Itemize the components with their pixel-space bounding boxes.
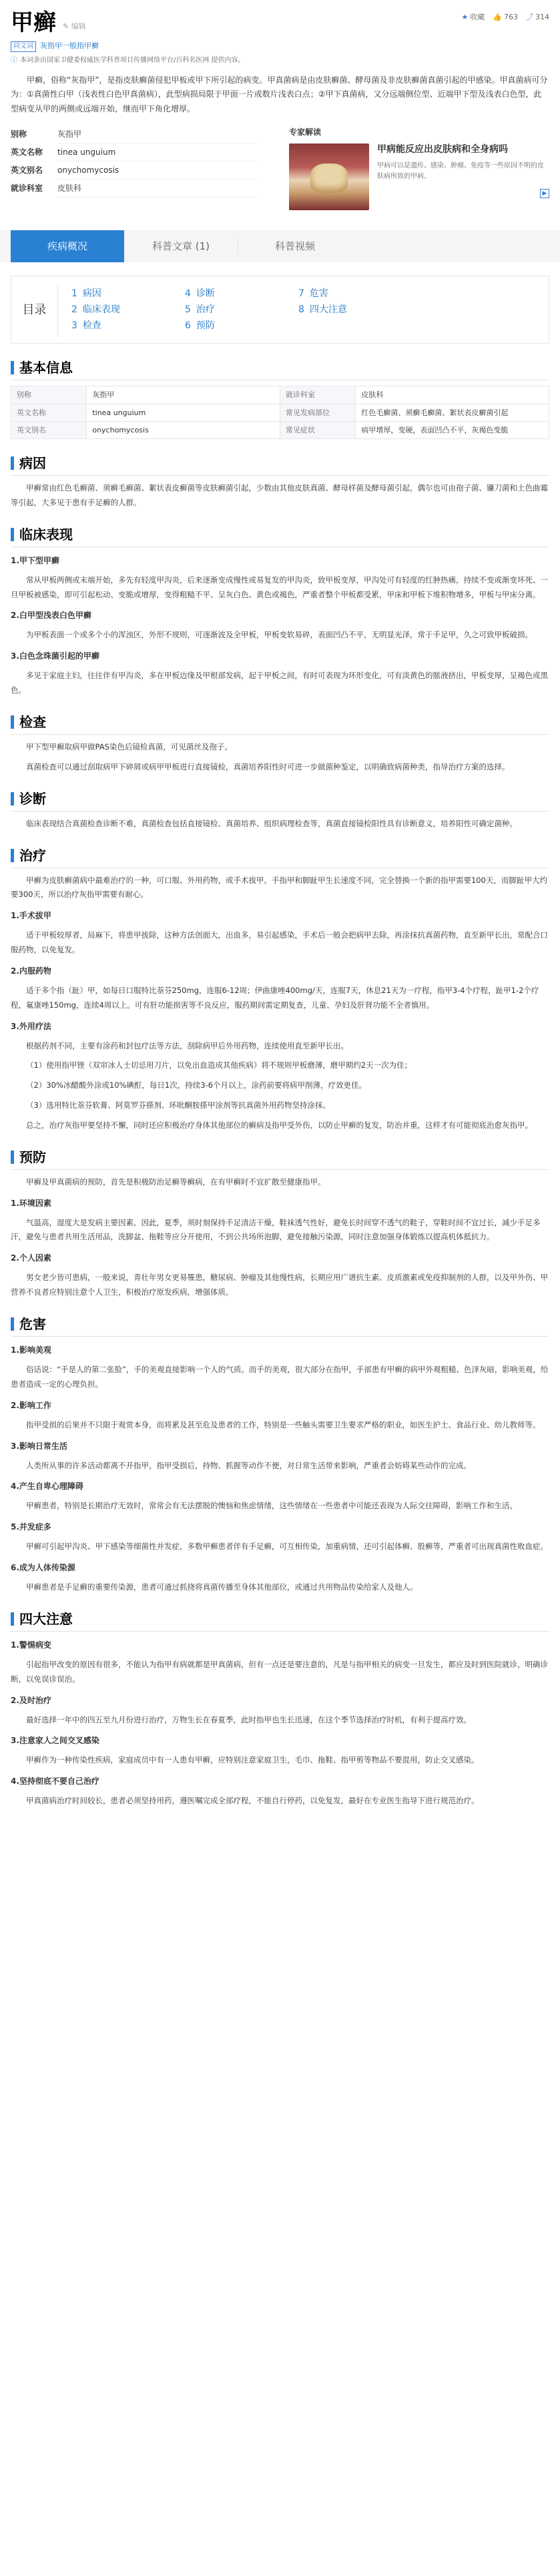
subheading: 4.产生自卑心理障碍 bbox=[11, 1482, 83, 1492]
tab-overview[interactable]: 疾病概况 bbox=[11, 230, 124, 262]
section-header bbox=[11, 525, 549, 547]
subheading: 1.手术拔甲 bbox=[11, 911, 51, 921]
paragraph: 总之，治疗灰指甲要坚持不懈，同时还应积极治疗身体其他部位的癣病及指甲受外伤，以防止甲癣的复发，防治并重，这样才有可能彻底治愈灰指甲。 bbox=[26, 1120, 533, 1130]
subheading: 1.警惕病变 bbox=[11, 1640, 51, 1650]
paragraph: 气温高，湿度大是发病主要因素。因此，夏季，须时刻保持手足清洁干燥，鞋袜透气性好，避免长时间穿不透气的鞋子，穿鞋时间不宜过长，减少手足多汗，避免与患者共用生活用品，洗脚盆、拖鞋等应分开使用，不到公共场所泡脚，避免接触污染源，同时注意加强身体锻炼以提高机体抵抗力。 bbox=[11, 1217, 541, 1242]
paragraph: 适于甲板较厚者，局麻下，将患甲拔除，这种方法创面大，出血多，易引起感染，手术后一般会把病甲去除，再涂抹抗真菌药物，直至新甲长出，常配合口服药物，以免复发。 bbox=[11, 930, 548, 955]
like-button[interactable] bbox=[493, 11, 518, 23]
subheading: 6.成为人体传染源 bbox=[11, 1563, 75, 1573]
table-row bbox=[11, 421, 549, 438]
thumb-up-icon: 👍 bbox=[493, 13, 502, 21]
section-cause bbox=[11, 454, 549, 511]
paragraph: 常从甲板两侧或末端开始，多先有轻度甲沟炎，后来逐渐变成慢性或易复发的甲沟炎，致甲板变厚，甲沟处可有轻度的红肿热痛，持续不变或渐变坏死、一旦甲板被感染，即可引起松动、变脆或增厚，变得粗糙不平、呈灰白色、黄色或褐色，严重者整个甲板都受累，甲床和甲板下堆积物增多，甲板与甲床分离。 bbox=[11, 575, 548, 599]
paragraph: 男女老少皆可患病，一般来说，青壮年男女更易罹患，糖尿病、肿瘤及其他慢性病，长期应用广谱抗生素、皮质激素或免疫抑制剂的人群，以及甲外伤、甲营养不良者应特别注意个人卫生，积极治疗原发疾病，增强体质。 bbox=[11, 1273, 548, 1297]
table-cell: 就诊科室 bbox=[280, 386, 356, 404]
subheading: 3.影响日常生活 bbox=[11, 1441, 67, 1451]
subheading: 2.白甲型浅表白色甲癣 bbox=[11, 611, 91, 621]
page-title: 甲癣 bbox=[11, 9, 56, 36]
subheading: 3.白色念珠菌引起的甲癣 bbox=[11, 651, 99, 661]
synonym-link[interactable]: 灰指甲一般指甲癣 bbox=[40, 41, 99, 50]
section-header bbox=[11, 846, 549, 868]
toc-item[interactable]: 2 临床表现 bbox=[71, 304, 120, 316]
table-row bbox=[11, 404, 549, 421]
table-cell: 常见症状 bbox=[280, 421, 356, 438]
header bbox=[11, 0, 549, 67]
synonym-tag: 同义词 bbox=[11, 41, 36, 52]
summary-area bbox=[11, 125, 549, 210]
expert-card-title: 甲病能反应出皮肤病和全身病吗 bbox=[377, 144, 508, 155]
section-title: 四大注意 bbox=[19, 1610, 73, 1627]
section-title: 诊断 bbox=[19, 790, 46, 807]
section-header bbox=[11, 1315, 549, 1337]
table-cell: 别称 bbox=[11, 386, 87, 404]
basic-row bbox=[11, 125, 262, 143]
toc-label: 目录 bbox=[11, 283, 58, 336]
subheading: 4.坚持彻底不要自己治疗 bbox=[11, 1777, 99, 1787]
paragraph: 甲下型甲癣取病甲做PAS染色后镜检真菌，可见菌丝及孢子。 bbox=[26, 741, 232, 751]
section-header bbox=[11, 789, 549, 812]
share-count: 314 bbox=[535, 13, 549, 21]
section-title: 治疗 bbox=[19, 847, 46, 864]
paragraph: 人类所从事的许多活动都离不开指甲，指甲受损后，持物、抓握等动作不便，对日常生活带来影响，严重者会妨碍某些动作的完成。 bbox=[26, 1460, 471, 1470]
favorite-label: 收藏 bbox=[470, 13, 485, 21]
subheading: 3.注意家人之间交叉感染 bbox=[11, 1736, 99, 1746]
paragraph: 根据药剂不同，主要有涂药和封包疗法等方法，刮除病甲后外用药物，连续使用直至新甲长出。 bbox=[26, 1040, 348, 1050]
toc-item[interactable]: 3 检查 bbox=[71, 320, 101, 332]
share-button[interactable] bbox=[526, 11, 549, 23]
toc-item[interactable]: 8 四大注意 bbox=[298, 304, 347, 316]
section-header bbox=[11, 1148, 549, 1170]
toc-item[interactable]: 7 危害 bbox=[298, 288, 328, 300]
section-basic-info bbox=[11, 358, 549, 439]
section-notes bbox=[11, 1610, 549, 1809]
section-header bbox=[11, 1610, 549, 1632]
edit-button[interactable] bbox=[63, 20, 86, 33]
paragraph: 甲癣作为一种传染性疾病，家庭成员中有一人患有甲癣，应特别注意家庭卫生，毛巾、拖鞋、指甲剪等物品不要混用，防止交叉感染。 bbox=[26, 1755, 479, 1765]
expert-play bbox=[377, 189, 549, 198]
section-title: 预防 bbox=[19, 1149, 46, 1165]
toc-item[interactable]: 4 诊断 bbox=[185, 288, 215, 300]
paragraph: （3）选用特比萘芬软膏、阿莫罗芬搽剂、环吡酮胺搽甲涂剂等抗真菌外用药物坚持涂抹。 bbox=[26, 1100, 330, 1110]
paragraph: 俗话说：“手是人的第二张脸”，手的美观直接影响一个人的气质。而手的美观，很大部分在指甲，手部患有甲癣的病甲外观粗糙、色泽灰暗，影响美观，给患者造成一定的心理负担。 bbox=[11, 1365, 549, 1389]
paragraph: 引起指甲改变的原因有很多，不能认为指甲有病就都是甲真菌病，但有一点还是要注意的，凡是与指甲相关的病变一旦发生，都应及时到医院就诊，明确诊断，以免误诊误治。 bbox=[11, 1659, 548, 1684]
section-prevention bbox=[11, 1148, 549, 1300]
paragraph: 为甲板表面一个或多个小的浑浊区，外形不规则，可逐渐波及全甲板，甲板变软易碎，表面凹凸不平，无明显光泽，常于手足甲，久之可致甲板破损。 bbox=[26, 630, 533, 640]
tab-articles[interactable]: 科普文章 (1) bbox=[152, 240, 210, 253]
edit-icon: ✎ bbox=[63, 21, 69, 31]
basic-row bbox=[11, 162, 262, 180]
basic-value: tinea unguium bbox=[57, 143, 258, 162]
section-exam bbox=[11, 713, 549, 775]
paragraph: 甲真菌病治疗时间较长，患者必须坚持用药，遵医嘱完成全部疗程，不能自行停药，以免复发，最好在专业医生指导下进行规范治疗。 bbox=[26, 1796, 479, 1806]
subheading: 2.及时治疗 bbox=[11, 1695, 51, 1705]
like-count: 763 bbox=[504, 13, 518, 21]
table-cell: 常见发病部位 bbox=[280, 404, 356, 421]
section-header bbox=[11, 454, 549, 476]
paragraph: （1）使用指甲锉（双帘冰人士切忌用刀片，以免出血造成其他疾病）将不规则甲板磨薄，磨甲期约2天一次为佳； bbox=[26, 1060, 412, 1070]
subheading: 2.影响工作 bbox=[11, 1400, 51, 1410]
play-icon[interactable]: ▶ bbox=[540, 189, 549, 198]
expert-card-desc: 甲病可以是遗传、感染、肿瘤、免疫等一些原因不明的皮肤病所致的甲病。 bbox=[377, 162, 544, 180]
basic-key: 就诊科室 bbox=[11, 184, 43, 194]
section-title: 危害 bbox=[19, 1316, 46, 1333]
toc-item[interactable]: 5 治疗 bbox=[185, 304, 215, 316]
basic-value: 皮肤科 bbox=[57, 180, 258, 198]
table-row bbox=[11, 386, 549, 404]
paragraph: 甲癣为皮肤癣菌病中最难治疗的一种，可口服、外用药物，或手术拔甲。手指甲和脚趾甲生长速度不同，完全替换一个新的指甲需要100天，而脚趾甲大约要300天，所以治疗灰指甲需要有耐心。 bbox=[11, 875, 547, 900]
expert-image bbox=[289, 143, 369, 210]
summary: 甲癣，俗称“灰指甲”，是指皮肤癣菌侵犯甲板或甲下所引起的病变。甲真菌病是由皮肤癣菌、酵母菌及非皮肤癣菌真菌引起的甲感染。甲真菌病可分为：①真菌性白甲（浅表性白色甲真菌病），此型病损局限于甲面一片或数片浅表白点；②甲下真菌病，又分远端侧位型、近端甲下型及浅表白色型，此型病变从甲的两侧或远端开始，继而甲下角化增厚。 bbox=[11, 75, 548, 113]
subheading: 2.个人因素 bbox=[11, 1253, 51, 1263]
section-title: 临床表现 bbox=[19, 526, 73, 543]
basic-info bbox=[11, 125, 262, 210]
paragraph: 甲癣患者是手足癣的重要传染源，患者可通过抓挠将真菌传播至身体其他部位，或通过共用物品传染给家人及他人。 bbox=[26, 1582, 418, 1592]
basic-value: 灰指甲 bbox=[57, 125, 258, 143]
subtitle bbox=[11, 39, 549, 52]
stats bbox=[461, 11, 549, 23]
star-icon: ★ bbox=[461, 13, 469, 21]
toc-item[interactable]: 1 病因 bbox=[71, 288, 101, 300]
paragraph: 临床表现结合真菌检查诊断不难，真菌检查包括直接镜检、真菌培养、组织病理检查等，真菌直接镜检阳性具有诊断意义，培养阳性可确定菌种。 bbox=[26, 818, 517, 828]
paragraph: 指甲受损的后果并不只限于观赏本身，而将累及甚至危及患者的工作，特别是一些触头需要卫生要求严格的职业，如医生护士、食品行业、幼儿教师等。 bbox=[26, 1419, 541, 1429]
table-of-contents bbox=[11, 276, 549, 344]
table-cell: 英文别名 bbox=[11, 421, 87, 438]
table-cell: 病甲增厚，变硬，表面凹凸不平，灰褐色变脆 bbox=[356, 421, 549, 438]
section-title: 检查 bbox=[19, 713, 46, 730]
table-cell: 红色毛癣菌、须癣毛癣菌、絮状表皮癣菌引起 bbox=[356, 404, 549, 421]
share-icon: ⤴ bbox=[526, 13, 533, 21]
tab-videos[interactable]: 科普视频 bbox=[274, 240, 315, 253]
table-cell: onychomycosis bbox=[87, 421, 280, 438]
subheading: 3.外用疗法 bbox=[11, 1021, 51, 1031]
expert-title: 专家解读 bbox=[289, 127, 322, 137]
basic-row bbox=[11, 180, 262, 198]
paragraph: 甲癣常由红色毛癣菌、须癣毛癣菌、絮状表皮癣菌等皮肤癣菌引起，少数由其他皮肤真菌、酵母样菌及酵母菌引起，偶尔也可由孢子菌、镰刀菌和土色曲霉等引起，大多见于患有手足癣的人群。 bbox=[11, 483, 548, 507]
subheading: 5.并发症多 bbox=[11, 1522, 51, 1532]
paragraph: 适于多个指（趾）甲，如每日口服特比萘芬250mg，连服6-12周；伊曲康唑400mg/天，连服7天，休息21天为一疗程，指甲3-4个疗程，趾甲1-2个疗程，氟康唑150mg，连续4周以上。可有肝功能损害等不良反应，服药期间需定期复查，儿童、孕妇及肝肾功能不全者慎用。 bbox=[11, 985, 539, 1010]
toc-grid bbox=[58, 283, 425, 336]
basic-key: 别称 bbox=[11, 129, 27, 139]
paragraph: 真菌检查可以通过刮取病甲下碎屑或病甲甲板进行直接镜检，真菌培养阳性时可进一步做菌种鉴定，以明确致病菌种类，指导治疗方案的选择。 bbox=[26, 761, 510, 771]
edit-label: 编辑 bbox=[71, 21, 86, 31]
paragraph: 甲癣患者，特别是长期治疗无效时，常常会有无法摆脱的懊恼和焦虑情绪，这些情绪在一些患者中可能还表现为人际交往障碍，影响工作和生活。 bbox=[26, 1501, 517, 1511]
section-harm bbox=[11, 1315, 549, 1595]
section-clinical bbox=[11, 525, 549, 698]
basic-info-table bbox=[11, 386, 549, 439]
section-treatment bbox=[11, 846, 549, 1133]
toc-item[interactable]: 6 预防 bbox=[185, 320, 215, 332]
paragraph: 最好选择一年中的四五至九月份进行治疗，万物生长在春夏季，此时指甲也生长迅速，在这个季节选择治疗时机，有利于提高疗效。 bbox=[26, 1714, 471, 1724]
section-title: 基本信息 bbox=[19, 360, 73, 376]
basic-key: 英文别名 bbox=[11, 166, 43, 176]
favorite-button[interactable] bbox=[461, 11, 485, 23]
table-cell: 灰指甲 bbox=[87, 386, 280, 404]
info-icon: ⓘ bbox=[11, 57, 17, 65]
table-cell: 皮肤科 bbox=[356, 386, 549, 404]
table-cell: 英文名称 bbox=[11, 404, 87, 421]
paragraph: 甲癣可引起甲沟炎、甲下感染等细菌性并发症，多数甲癣患者伴有手足癣，可互相传染，加重病情，还可引起体癣、股癣等，严重者可出现真菌性败血症。 bbox=[26, 1542, 548, 1552]
subheading: 1.甲下型甲癣 bbox=[11, 555, 59, 565]
subheading: 2.内服药物 bbox=[11, 966, 51, 976]
basic-value: onychomycosis bbox=[57, 162, 258, 180]
section-header bbox=[11, 713, 549, 735]
expert-text bbox=[377, 143, 549, 210]
section-header bbox=[11, 358, 549, 380]
table-cell: tinea unguium bbox=[87, 404, 280, 421]
section-diagnosis bbox=[11, 789, 549, 832]
subheading: 1.环境因素 bbox=[11, 1198, 51, 1208]
basic-row bbox=[11, 143, 262, 162]
basic-key: 英文名称 bbox=[11, 147, 43, 157]
source-notice bbox=[11, 55, 549, 67]
subheading: 1.影响美观 bbox=[11, 1345, 51, 1355]
expert-card[interactable] bbox=[289, 143, 549, 210]
paragraph: 多见于家庭主妇，往往伴有甲沟炎，多在甲板边缘及甲根部发病，起于甲板之间，有时可表现为环形变化，可有淡黄色的脓液挤出，甲板变厚，呈褐色或黑色。 bbox=[11, 671, 548, 695]
notice-text: 本词条由国家卫健委权威医学科普项目传播网络平台/百科名医网 提供内容。 bbox=[20, 57, 245, 65]
paragraph: （2）30%冰醋酸外涂或10%碘酊，每日1次，持续3-6个月以上，涂药前要将病甲削薄，疗效更佳。 bbox=[26, 1080, 367, 1090]
expert-panel bbox=[289, 125, 549, 210]
paragraph: 甲癣及甲真菌病的预防，首先是积极防治足癣等癣病，在有甲癣时不宜扩散至健康指甲。 bbox=[26, 1177, 326, 1187]
section-title: 病因 bbox=[19, 455, 46, 472]
tab-bar bbox=[0, 230, 560, 262]
